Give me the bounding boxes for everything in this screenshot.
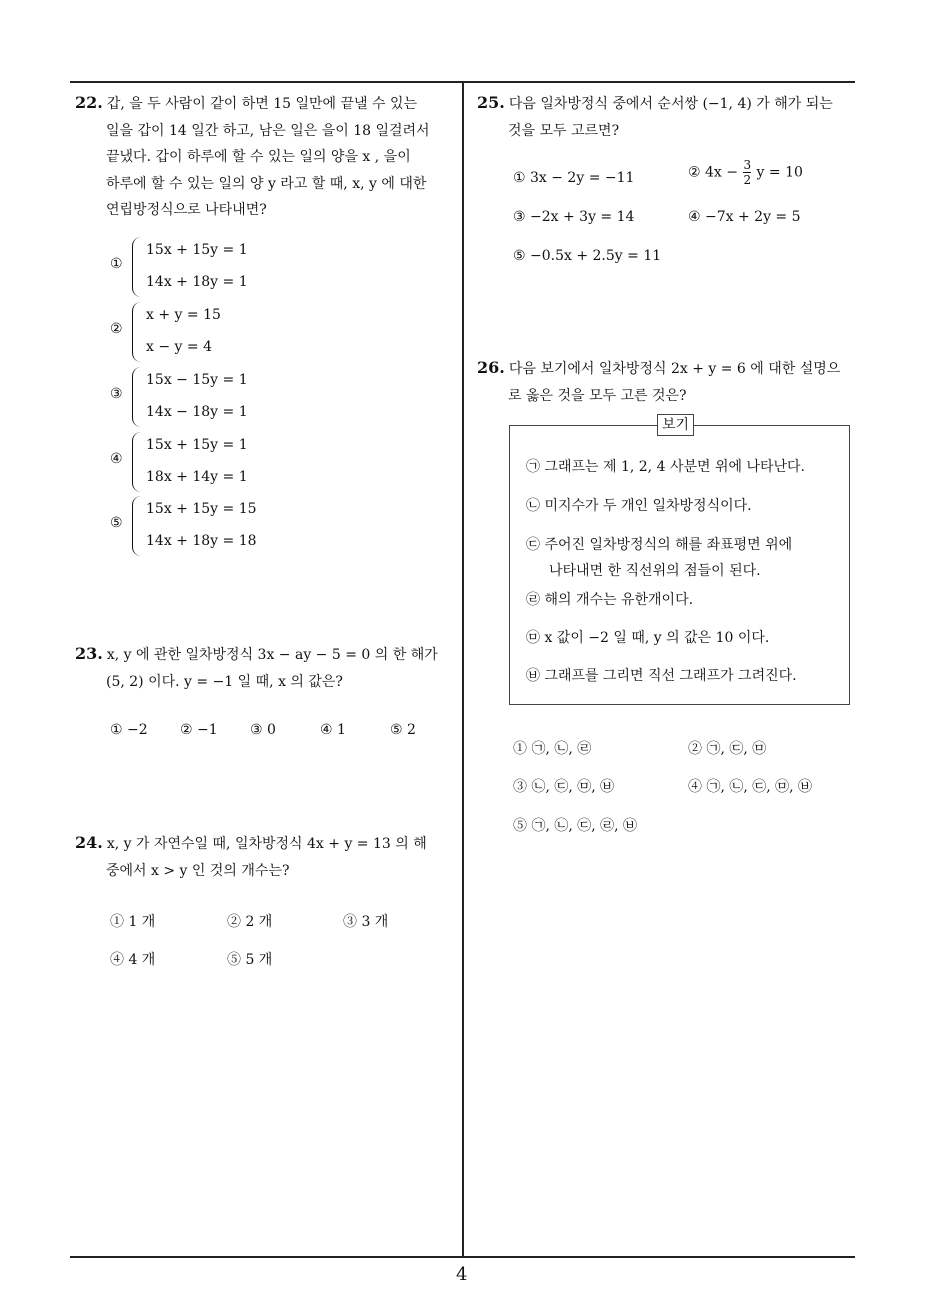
answer-option-3[interactable]: ③ 3 개 xyxy=(343,914,389,930)
example-item: ㉤ x 값이 −2 일 때, y 의 값은 10 이다. xyxy=(526,630,770,646)
answer-option-4[interactable]: ④ ㉠, ㉡, ㉢, ㉤, ㉥ xyxy=(688,779,813,795)
answer-option-5[interactable]: ⑤ −0.5x + 2.5y = 11 xyxy=(513,248,662,264)
answer-option-2[interactable]: ② ㉠, ㉢, ㉤ xyxy=(688,741,767,757)
question-24 xyxy=(75,830,460,884)
page-number: 4 xyxy=(456,1264,468,1285)
question-22 xyxy=(75,90,460,224)
answer-option-4[interactable]: ④ 1 xyxy=(320,722,346,738)
answer-option-2[interactable]: ② 2 개 xyxy=(227,914,273,930)
example-box-title: 보기 xyxy=(657,414,694,436)
answer-option-5[interactable]: ⑤ 5 개 xyxy=(227,952,273,968)
answer-option-4[interactable] xyxy=(110,432,310,494)
question-number: 26. xyxy=(477,358,505,377)
answer-option-1[interactable]: ① 3x − 2y = −11 xyxy=(513,170,635,186)
bottom-rule xyxy=(70,1256,855,1258)
brace-icon xyxy=(132,367,141,427)
question-text-line: 연립방정식으로 나타내면? xyxy=(106,202,267,218)
question-25 xyxy=(477,90,862,144)
answer-option-5[interactable]: ⑤ ㉠, ㉡, ㉢, ㉣, ㉥ xyxy=(513,818,638,834)
fraction xyxy=(743,158,751,187)
brace-icon xyxy=(132,237,141,297)
question-text-line: 것을 모두 고르면? xyxy=(508,122,620,139)
question-number: 22. xyxy=(75,93,103,112)
option-label: ⑤ xyxy=(110,515,123,531)
example-item: ㉣ 해의 개수는 유한개이다. xyxy=(526,592,694,608)
equation: x + y = 15 xyxy=(146,307,221,323)
example-item: ㉥ 그래프를 그리면 직선 그래프가 그려진다. xyxy=(526,668,797,684)
brace-icon xyxy=(132,432,141,492)
question-text-line: x, y 가 자연수일 때, 일차방정식 4x + y = 13 의 해 xyxy=(106,836,427,852)
answer-option-3[interactable]: ③ ㉡, ㉢, ㉤, ㉥ xyxy=(513,779,615,795)
answer-option-3[interactable] xyxy=(110,367,310,429)
option-label: ④ xyxy=(110,451,123,467)
option-label: ② xyxy=(110,321,123,337)
answer-option-4[interactable]: ④ −7x + 2y = 5 xyxy=(688,209,801,225)
option-text: ② 4x − xyxy=(688,164,738,181)
option-label: ① xyxy=(110,256,123,272)
answer-option-2[interactable] xyxy=(110,302,310,364)
equation: x − y = 4 xyxy=(146,339,212,355)
equation: 18x + 14y = 1 xyxy=(146,469,248,485)
fraction-numerator: 3 xyxy=(743,158,752,172)
answer-option-3[interactable]: ③ −2x + 3y = 14 xyxy=(513,209,635,225)
answer-option-3[interactable]: ③ 0 xyxy=(250,722,276,738)
question-text-line: 하루에 할 수 있는 일의 양 y 라고 할 때, x, y 에 대한 xyxy=(106,175,427,192)
example-item: 나타내면 한 직선위의 점들이 된다. xyxy=(549,563,761,579)
answer-option-5[interactable]: ⑤ 2 xyxy=(390,722,416,738)
option-text: y = 10 xyxy=(756,164,803,181)
answer-option-2[interactable] xyxy=(688,158,803,187)
question-number: 23. xyxy=(75,644,103,663)
brace-icon xyxy=(132,496,141,556)
question-text-line: (5, 2) 이다. y = −1 일 때, x 의 값은? xyxy=(106,673,343,690)
question-text-line: 중에서 x > y 인 것의 개수는? xyxy=(106,862,290,879)
question-23 xyxy=(75,641,460,695)
question-text-line: 다음 보기에서 일차방정식 2x + y = 6 에 대한 설명으 xyxy=(508,361,841,377)
brace-icon xyxy=(132,302,141,362)
answer-option-5[interactable] xyxy=(110,496,310,558)
answer-option-1[interactable] xyxy=(110,237,310,299)
equation: 14x + 18y = 1 xyxy=(146,274,248,290)
example-item: ㉡ 미지수가 두 개인 일차방정식이다. xyxy=(526,498,752,514)
equation: 14x − 18y = 1 xyxy=(146,404,248,420)
equation: 14x + 18y = 18 xyxy=(146,533,257,549)
answer-option-4[interactable]: ④ 4 개 xyxy=(110,952,156,968)
question-text-line: 일을 갑이 14 일간 하고, 남은 일은 을이 18 일걸려서 xyxy=(106,122,430,139)
column-divider xyxy=(462,81,464,1257)
example-item: ㉠ 그래프는 제 1, 2, 4 사분면 위에 나타난다. xyxy=(526,459,806,475)
option-label: ③ xyxy=(110,386,123,402)
example-item: ㉢ 주어진 일차방정식의 해를 좌표평면 위에 xyxy=(526,537,793,553)
question-text-line: 끝냈다. 갑이 하루에 할 수 있는 일의 양을 x , 을이 xyxy=(106,149,411,165)
question-text-line: 다음 일차방정식 중에서 순서쌍 (−1, 4) 가 해가 되는 xyxy=(508,96,833,112)
equation: 15x + 15y = 1 xyxy=(146,437,248,453)
question-text-line: x, y 에 관한 일차방정식 3x − ay − 5 = 0 의 한 해가 xyxy=(106,647,438,663)
question-number: 24. xyxy=(75,833,103,852)
answer-option-1[interactable]: ① ㉠, ㉡, ㉣ xyxy=(513,741,592,757)
equation: 15x − 15y = 1 xyxy=(146,372,248,388)
question-text-line: 갑, 을 두 사람이 같이 하면 15 일만에 끝낼 수 있는 xyxy=(106,96,418,112)
question-text-line: 로 옳은 것을 모두 고른 것은? xyxy=(508,387,687,404)
equation: 15x + 15y = 15 xyxy=(146,501,257,517)
answer-option-1[interactable]: ① 1 개 xyxy=(110,914,156,930)
equation: 15x + 15y = 1 xyxy=(146,242,248,258)
question-number: 25. xyxy=(477,93,505,112)
question-26 xyxy=(477,355,862,409)
answer-option-1[interactable]: ① −2 xyxy=(110,722,148,738)
fraction-denominator: 2 xyxy=(743,173,752,187)
answer-option-2[interactable]: ② −1 xyxy=(180,722,218,738)
